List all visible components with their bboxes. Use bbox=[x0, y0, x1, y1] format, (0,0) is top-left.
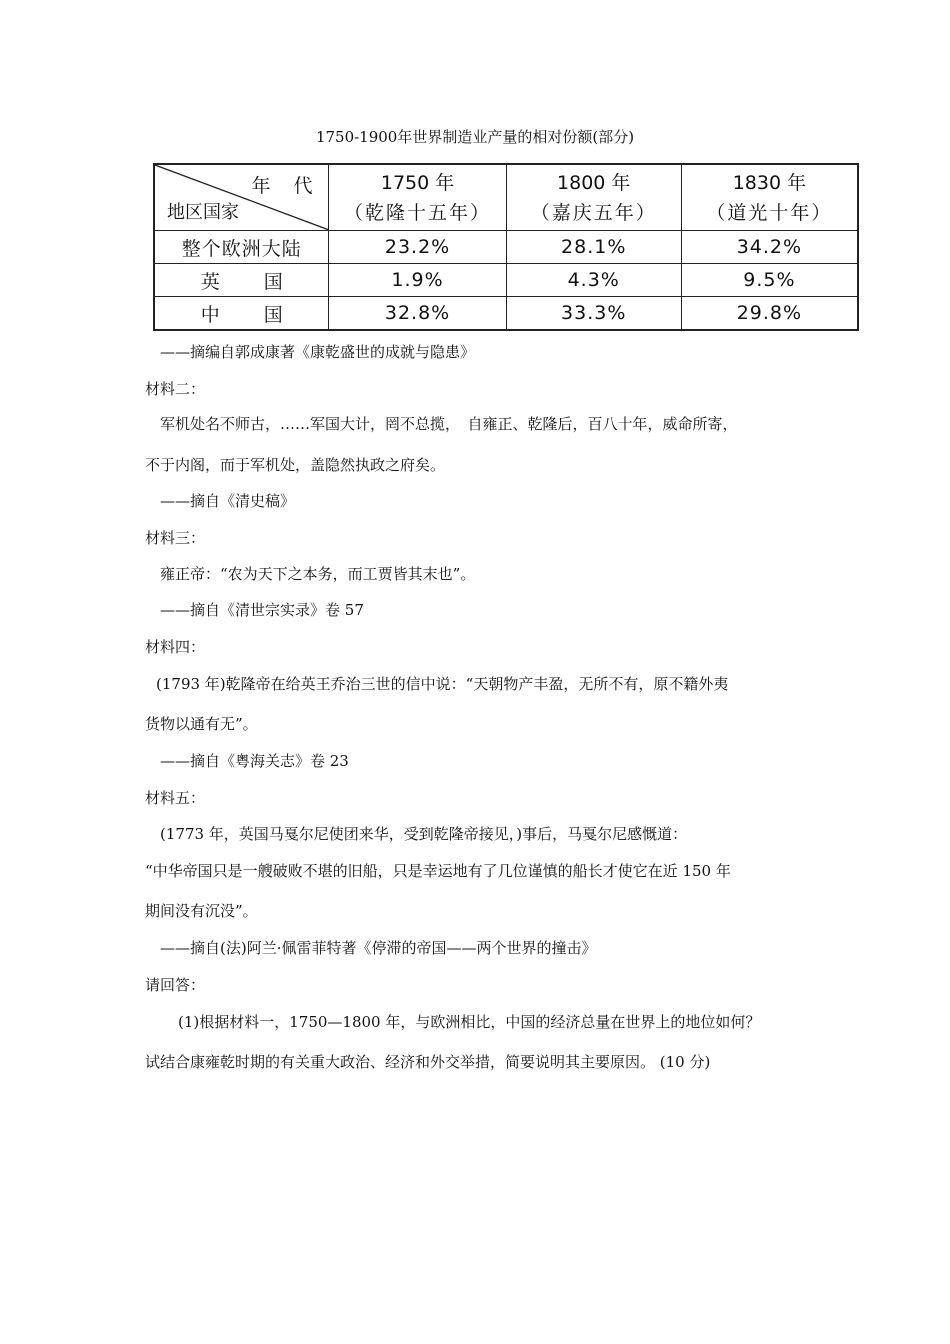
source-citation: ——摘自《清史稿》 bbox=[160, 492, 296, 510]
source-citation: ——摘编自郭成康著《康乾盛世的成就与隐患》 bbox=[160, 343, 476, 361]
table-row bbox=[154, 297, 858, 331]
paragraph-line: 货物以通有无”。 bbox=[145, 715, 258, 733]
column-header-1800 bbox=[506, 164, 681, 231]
table-cell: 1.9% bbox=[329, 264, 506, 297]
column-reign: （嘉庆五年） bbox=[530, 201, 657, 224]
column-header-1750 bbox=[329, 164, 506, 231]
table-title: 1750-1900年世界制造业产量的相对份额(部分) bbox=[315, 128, 635, 146]
paragraph-line: (1773 年，英国马戛尔尼使团来华，受到乾隆帝接见，)事后，马戛尔尼感慨道： bbox=[160, 825, 688, 843]
material-heading: 材料三： bbox=[145, 529, 206, 547]
table-corner-header bbox=[154, 164, 329, 231]
table-row bbox=[154, 264, 858, 297]
row-label: 中国 bbox=[200, 303, 327, 326]
column-year: 1830 年 bbox=[732, 171, 807, 194]
column-year: 1750 年 bbox=[380, 171, 455, 194]
corner-label-era: 年 代 bbox=[251, 175, 315, 197]
manufacturing-share-table bbox=[153, 163, 859, 331]
material-heading: 材料四： bbox=[145, 638, 206, 656]
table-cell: 4.3% bbox=[506, 264, 681, 297]
table-cell: 23.2% bbox=[329, 231, 506, 264]
column-reign: （乾隆十五年） bbox=[344, 201, 492, 224]
corner-label-region: 地区国家 bbox=[167, 202, 239, 223]
source-citation: ——摘自(法)阿兰·佩雷菲特著《停滞的帝国——两个世界的撞击》 bbox=[160, 939, 597, 957]
paragraph-line: (1793 年)乾隆帝在给英王乔治三世的信中说：“天朝物产丰盈，无所不有，原不籍外夷 bbox=[156, 675, 729, 693]
paragraph-line: “中华帝国只是一艘破败不堪的旧船，只是幸运地有了几位谨慎的船长才使它在近 150 年 bbox=[145, 862, 731, 880]
table-row bbox=[154, 231, 858, 264]
paragraph-line: 军机处名不师古，……军国大计，罔不总揽， 自雍正、乾隆后，百八十年，威命所寄， bbox=[160, 415, 738, 433]
table-cell: 28.1% bbox=[506, 231, 681, 264]
material-heading: 材料二： bbox=[145, 380, 206, 398]
question-heading: 请回答： bbox=[145, 976, 206, 994]
table-cell: 29.8% bbox=[681, 297, 858, 331]
material-heading: 材料五： bbox=[145, 789, 206, 807]
paragraph-line: 雍正帝：“农为天下之本务，而工贾皆其末也”。 bbox=[160, 565, 476, 583]
table-cell: 9.5% bbox=[681, 264, 858, 297]
paragraph-line: 期间没有沉没”。 bbox=[145, 902, 258, 920]
column-reign: （道光十年） bbox=[706, 201, 833, 224]
row-label: 英国 bbox=[200, 270, 327, 293]
paragraph-line: 不于内阁，而于军机处，盖隐然执政之府矣。 bbox=[145, 456, 446, 474]
column-header-1830 bbox=[681, 164, 858, 231]
column-year: 1800 年 bbox=[557, 171, 631, 194]
row-label: 整个欧洲大陆 bbox=[154, 231, 329, 264]
question-line: (1)根据材料一，1750—1800 年，与欧洲相比，中国的经济总量在世界上的地位如何？ bbox=[178, 1013, 761, 1031]
source-citation: ——摘自《清世宗实录》卷 57 bbox=[160, 601, 364, 619]
table-cell: 32.8% bbox=[329, 297, 506, 331]
table-cell: 34.2% bbox=[681, 231, 858, 264]
source-citation: ——摘自《粤海关志》卷 23 bbox=[160, 752, 349, 770]
table-cell: 33.3% bbox=[506, 297, 681, 331]
question-line: 试结合康雍乾时期的有关重大政治、经济和外交举措，简要说明其主要原因。 (10 分) bbox=[145, 1053, 711, 1071]
